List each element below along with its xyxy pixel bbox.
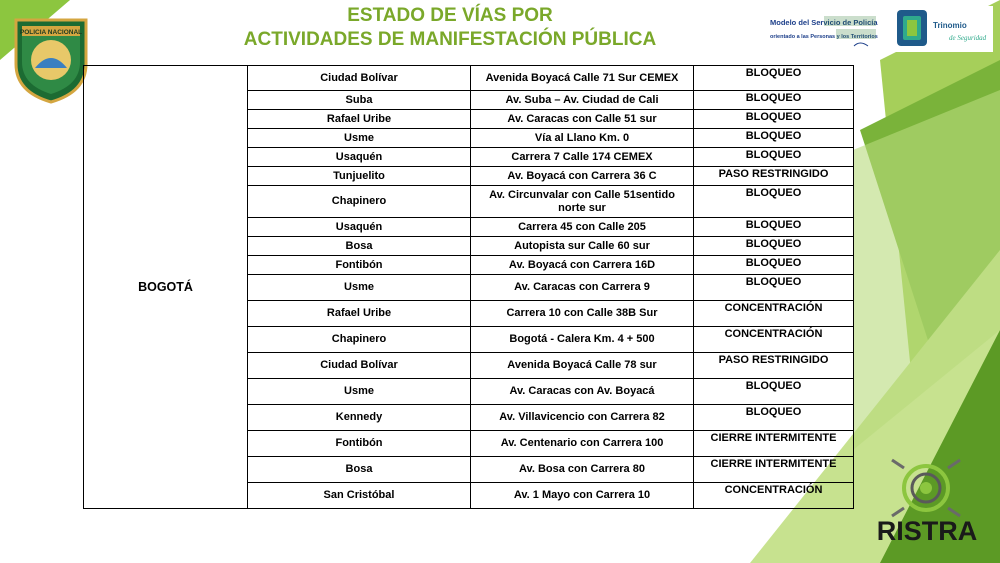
via-cell: Av. Boyacá con Carrera 36 C: [471, 167, 694, 186]
estado-cell: BLOQUEO: [694, 91, 854, 110]
via-cell: Av. Centenario con Carrera 100: [471, 431, 694, 457]
localidad-cell: Usme: [248, 379, 471, 405]
title-line-2: ACTIVIDADES DE MANIFESTACIÓN PÚBLICA: [243, 29, 657, 50]
localidad-cell: Tunjuelito: [248, 167, 471, 186]
estado-cell: CONCENTRACIÓN: [694, 327, 854, 353]
via-cell: Av. Boyacá con Carrera 16D: [471, 256, 694, 275]
localidad-cell: Chapinero: [248, 186, 471, 218]
via-cell: Vía al Llano Km. 0: [471, 129, 694, 148]
estado-cell: BLOQUEO: [694, 237, 854, 256]
policia-logo-text: POLICIA NACIONAL: [19, 29, 83, 36]
title-line-1: ESTADO DE VÍAS POR: [347, 5, 553, 26]
via-cell: Avenida Boyacá Calle 78 sur: [471, 353, 694, 379]
via-cell: Carrera 7 Calle 174 CEMEX: [471, 148, 694, 167]
trinomio-logo-text: Trinomio: [933, 21, 967, 30]
estado-cell: BLOQUEO: [694, 218, 854, 237]
via-cell: Av. Caracas con Carrera 9: [471, 275, 694, 301]
estado-cell: CONCENTRACIÓN: [694, 301, 854, 327]
page-title: [200, 4, 700, 52]
localidad-cell: San Cristóbal: [248, 483, 471, 509]
via-cell: Carrera 45 con Calle 205: [471, 218, 694, 237]
localidad-cell: Bosa: [248, 237, 471, 256]
estado-cell: BLOQUEO: [694, 110, 854, 129]
estado-cell: CONCENTRACIÓN: [694, 483, 854, 509]
modelo-logo-line1: Modelo del Servicio de Policía: [770, 18, 878, 27]
via-cell: Av. Circunvalar con Calle 51sentido norte sur: [471, 186, 694, 218]
estado-cell: BLOQUEO: [694, 186, 854, 218]
estado-cell: BLOQUEO: [694, 129, 854, 148]
localidad-cell: Usme: [248, 275, 471, 301]
estado-cell: CIERRE INTERMITENTE: [694, 457, 854, 483]
road-status-table: [83, 65, 854, 509]
localidad-cell: Bosa: [248, 457, 471, 483]
estado-cell: BLOQUEO: [694, 66, 854, 91]
ristra-logo: [862, 458, 992, 550]
localidad-cell: Ciudad Bolívar: [248, 353, 471, 379]
policia-nacional-logo: [10, 12, 92, 104]
via-cell: Bogotá - Calera Km. 4 + 500: [471, 327, 694, 353]
localidad-cell: Usaquén: [248, 218, 471, 237]
via-cell: Av. Villavicencio con Carrera 82: [471, 405, 694, 431]
localidad-cell: Chapinero: [248, 327, 471, 353]
estado-cell: BLOQUEO: [694, 148, 854, 167]
localidad-cell: Rafael Uribe: [248, 301, 471, 327]
via-cell: Autopista sur Calle 60 sur: [471, 237, 694, 256]
via-cell: Avenida Boyacá Calle 71 Sur CEMEX: [471, 66, 694, 91]
localidad-cell: Fontibón: [248, 431, 471, 457]
via-cell: Av. Caracas con Calle 51 sur: [471, 110, 694, 129]
localidad-cell: Rafael Uribe: [248, 110, 471, 129]
via-cell: Av. Bosa con Carrera 80: [471, 457, 694, 483]
estado-cell: BLOQUEO: [694, 405, 854, 431]
table-row: [84, 66, 854, 91]
city-cell: BOGOTÁ: [84, 66, 248, 509]
localidad-cell: Ciudad Bolívar: [248, 66, 471, 91]
via-cell: Carrera 10 con Calle 38B Sur: [471, 301, 694, 327]
via-cell: Av. Caracas con Av. Boyacá: [471, 379, 694, 405]
estado-cell: BLOQUEO: [694, 275, 854, 301]
via-cell: Av. Suba – Av. Ciudad de Cali: [471, 91, 694, 110]
estado-cell: BLOQUEO: [694, 256, 854, 275]
localidad-cell: Usaquén: [248, 148, 471, 167]
modelo-servicio-logo: [766, 12, 878, 56]
via-cell: Av. 1 Mayo con Carrera 10: [471, 483, 694, 509]
ristra-logo-text: RISTRA: [876, 516, 978, 546]
localidad-cell: Kennedy: [248, 405, 471, 431]
estado-cell: BLOQUEO: [694, 379, 854, 405]
trinomio-logo-subtext: de Seguridad: [949, 34, 987, 42]
localidad-cell: Fontibón: [248, 256, 471, 275]
trinomio-logo: [893, 6, 993, 52]
estado-cell: PASO RESTRINGIDO: [694, 353, 854, 379]
localidad-cell: Usme: [248, 129, 471, 148]
localidad-cell: Suba: [248, 91, 471, 110]
estado-cell: PASO RESTRINGIDO: [694, 167, 854, 186]
estado-cell: CIERRE INTERMITENTE: [694, 431, 854, 457]
modelo-logo-line2: orientado a las Personas y los Territorios: [770, 34, 878, 40]
